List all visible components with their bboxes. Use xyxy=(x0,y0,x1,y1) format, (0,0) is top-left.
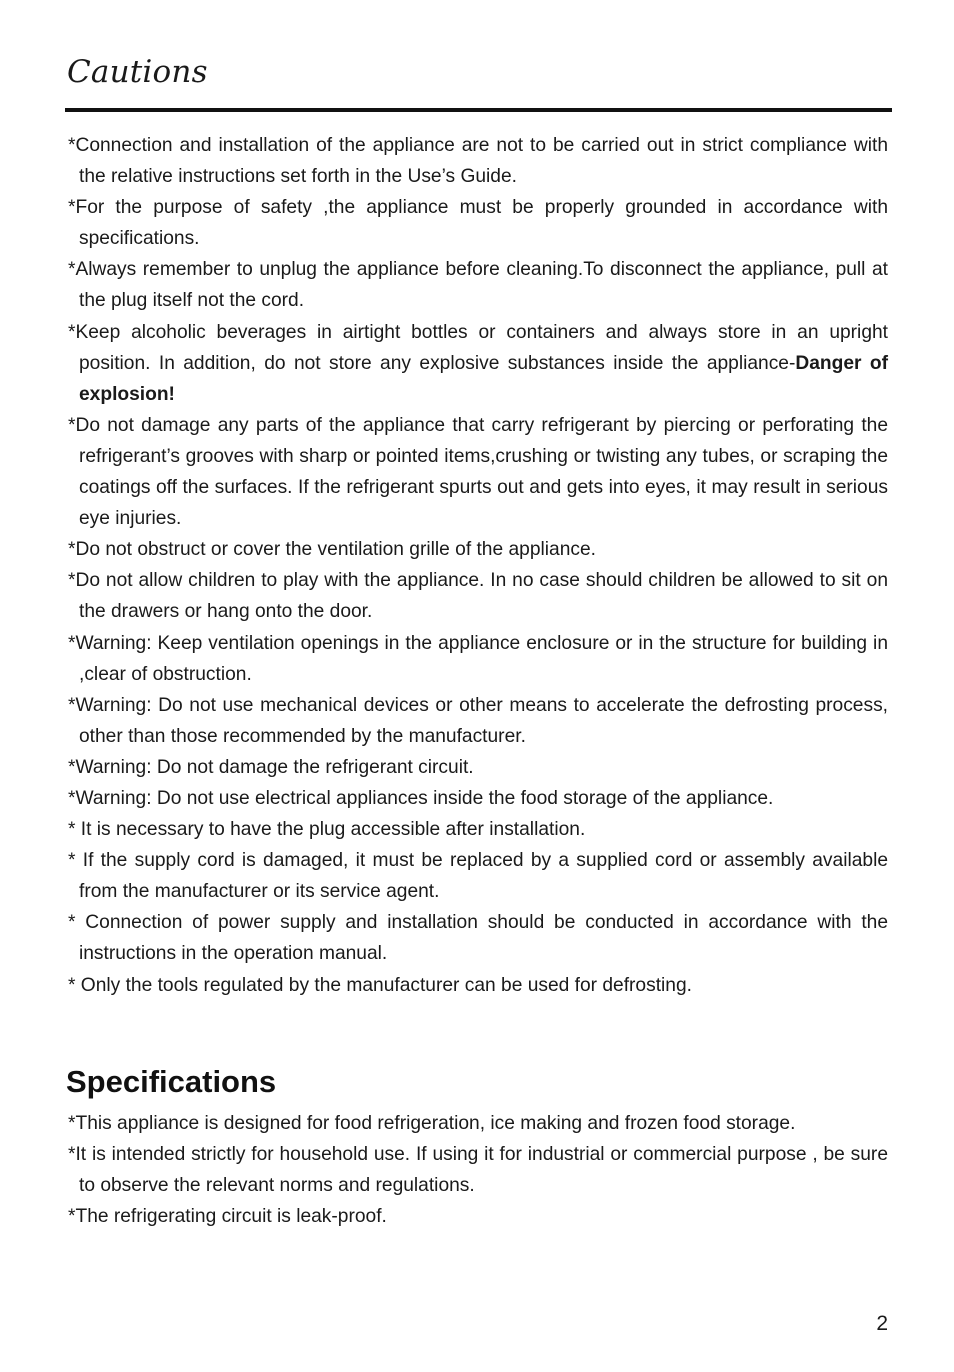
page-number: 2 xyxy=(876,1312,888,1335)
caution-item: *Warning: Keep ventilation openings in the appliance enclosure or in the structure for building in ,clear of obstruction. xyxy=(68,632,888,685)
specification-item: *This appliance is designed for food refrigeration, ice making and frozen food storage. xyxy=(68,1113,796,1134)
specification-item: *It is intended strictly for household use. If using it for industrial or commercial purpose , be sure to observe the relevant norms and regulations. xyxy=(68,1144,888,1197)
specifications-list xyxy=(68,1108,888,1232)
caution-item-alcohol xyxy=(68,317,888,410)
caution-item: *Warning: Do not use mechanical devices or other means to accelerate the defrosting process, other than those recommended by the manufacturer. xyxy=(68,694,888,747)
caution-item: *Do not allow children to play with the appliance. In no case should children be allowed to sit on the drawers or hang onto the door. xyxy=(68,570,888,623)
cautions-list xyxy=(68,130,888,1001)
caution-item: *Always remember to unplug the appliance before cleaning.To disconnect the appliance, pull at the plug itself not the cord. xyxy=(68,259,888,312)
caution-item: *Warning: Do not damage the refrigerant circuit. xyxy=(68,756,474,778)
danger-of-explosion: Danger of explosion! xyxy=(79,352,888,405)
cautions-title: Cautions xyxy=(67,54,208,90)
caution-item: * If the supply cord is damaged, it must be replaced by a supplied cord or assembly available from the manufacturer or its service agent. xyxy=(68,850,888,903)
caution-item: *Do not obstruct or cover the ventilation grille of the appliance. xyxy=(68,539,596,561)
caution-item: *For the purpose of safety ,the appliance must be properly grounded in accordance with specifications. xyxy=(68,197,888,250)
specification-item: *The refrigerating circuit is leak-proof. xyxy=(68,1206,387,1228)
caution-item: *Connection and installation of the appliance are not to be carried out in strict compliance with the relative instructions set forth in the Use’s Guide. xyxy=(68,135,888,188)
caution-item-alcohol-text: *Keep alcoholic beverages in airtight bottles or containers and always store in an upright position. In addition, do not store any explosive substances inside the appliance- xyxy=(68,321,888,374)
specifications-title: Specifications xyxy=(66,1064,277,1099)
caution-item: * Connection of power supply and installation should be conducted in accordance with the instructions in the operation manual. xyxy=(68,912,888,965)
header-rule xyxy=(65,108,892,112)
caution-item: *Warning: Do not use electrical appliances inside the food storage of the appliance. xyxy=(68,787,774,809)
caution-item: *Do not damage any parts of the appliance that carry refrigerant by piercing or perforating the refrigerant’s grooves with sharp or pointed items,crushing or twisting any tubes, or scraping the coatings off the surfaces. If the refrigerant spurts out and gets into eyes, it may result in serious eye injuries. xyxy=(68,414,888,530)
caution-item: * It is necessary to have the plug accessible after installation. xyxy=(68,819,586,841)
caution-item: * Only the tools regulated by the manufacturer can be used for defrosting. xyxy=(68,974,692,996)
